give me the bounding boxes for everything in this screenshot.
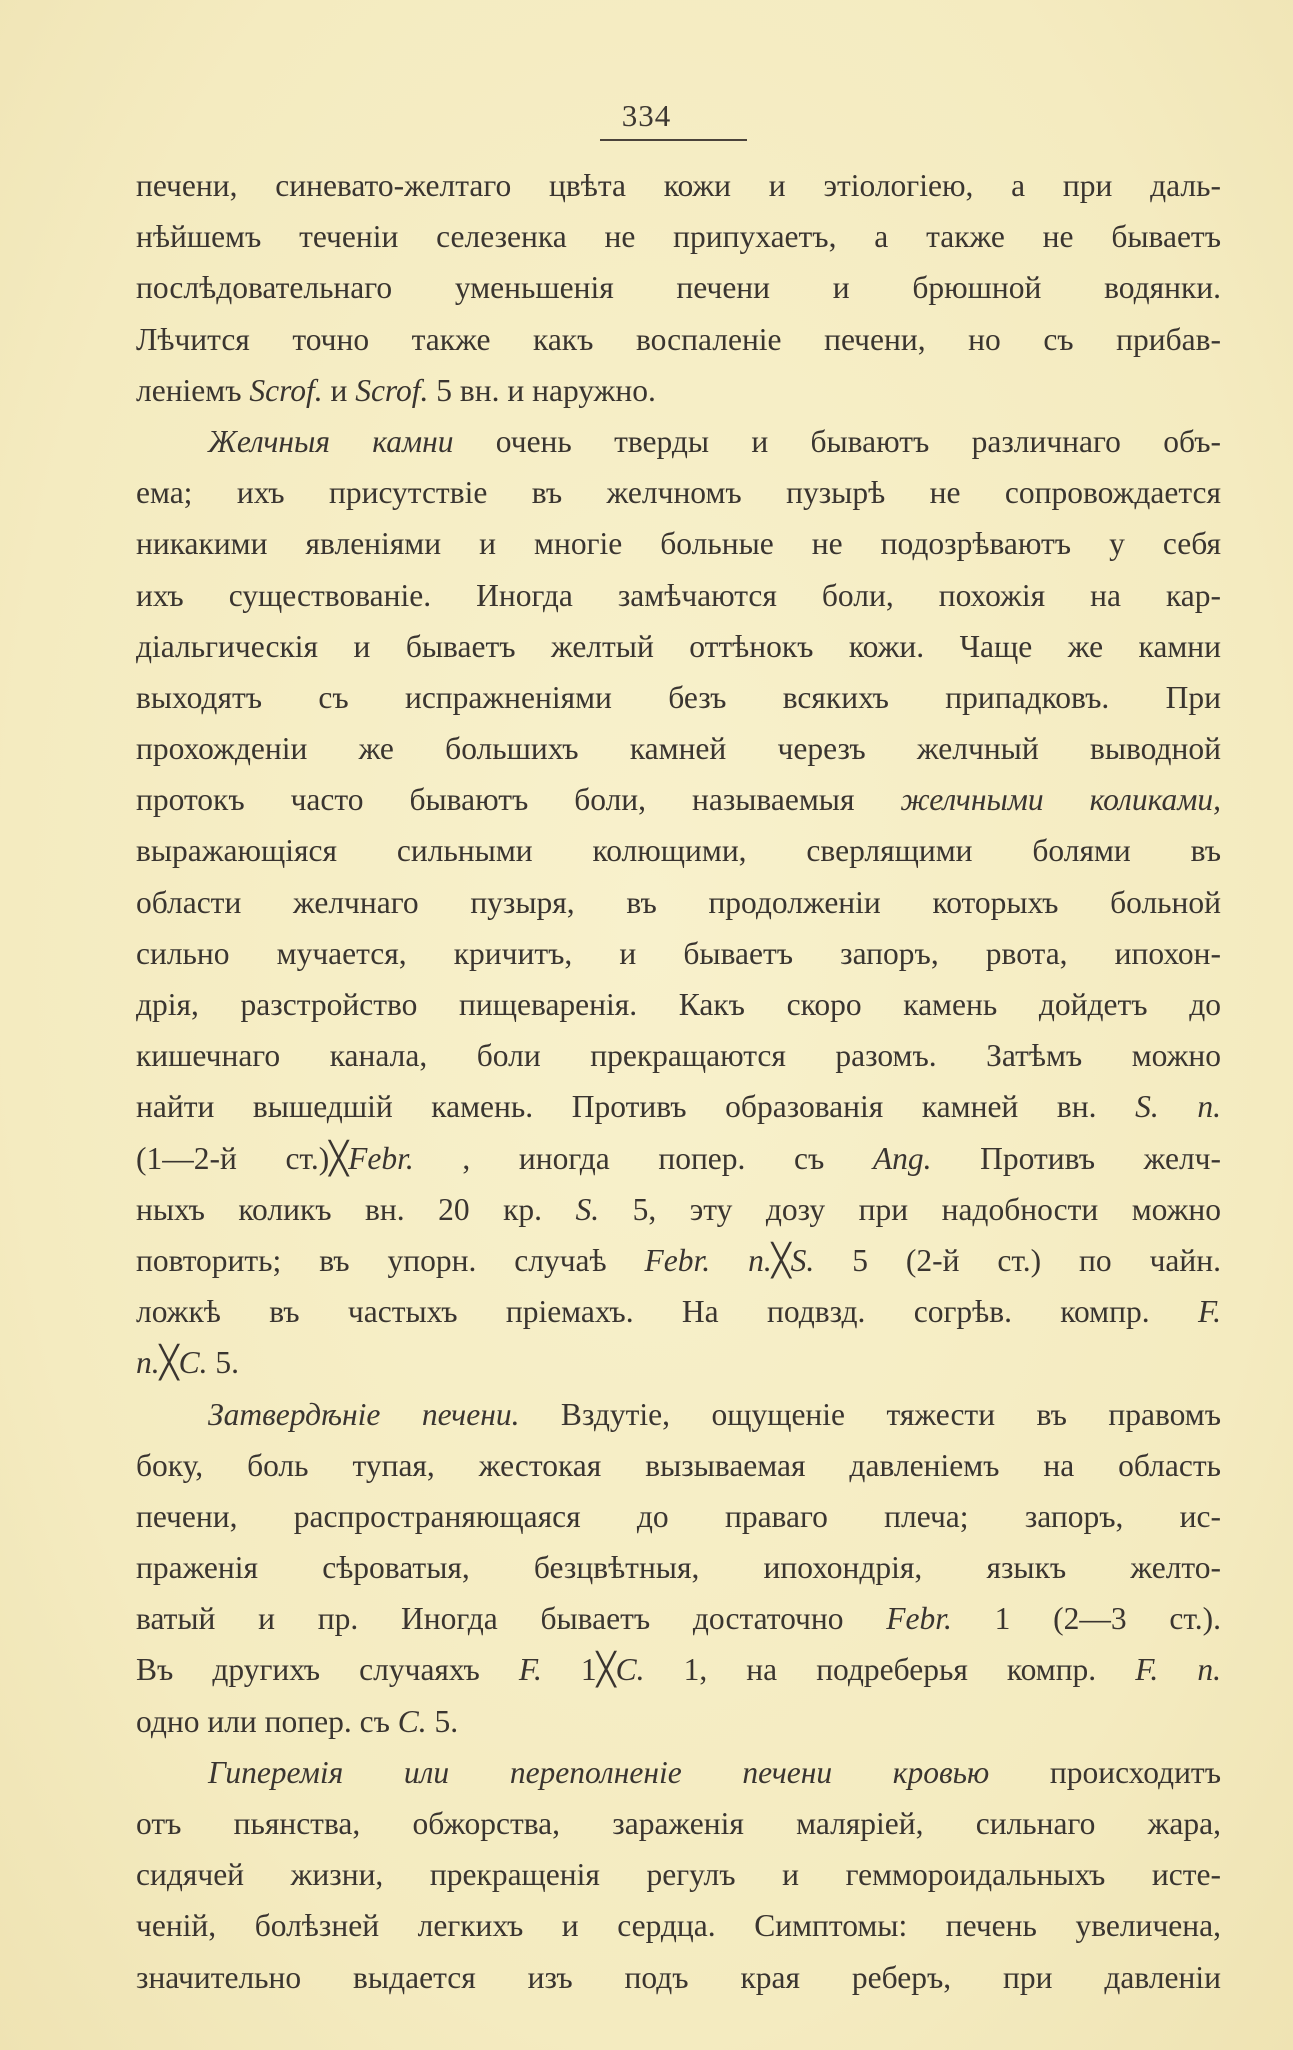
text-line: [136, 1440, 1221, 1491]
text-segment: происходитъ: [989, 1754, 1221, 1790]
text-segment: дрія, разстройство пищеваренія. Какъ скоро камень дойдетъ до: [136, 987, 1221, 1022]
italic-text: F.: [518, 1652, 542, 1688]
text-segment: никакими явленіями и многіе больные не подозрѣваютъ у себя: [136, 526, 1221, 562]
text-line: [136, 1389, 1221, 1440]
text-segment: печени, синевато-желтаго цвѣта кожи и этіологіею, а при даль-: [136, 168, 1221, 203]
italic-text: C.: [178, 1345, 208, 1381]
text-line: [136, 467, 1221, 518]
text-segment: боку, боль тупая, жестокая вызываемая давленіемъ на область: [136, 1447, 1221, 1483]
text-segment: 1, на подреберья компр.: [644, 1652, 1136, 1688]
text-line: [136, 877, 1221, 928]
text-line: [136, 621, 1221, 672]
text-line: [136, 1593, 1221, 1644]
text-line: [136, 1542, 1221, 1593]
text-line: [136, 1081, 1221, 1132]
text-segment: очень тверды и бываютъ различнаго объ-: [453, 423, 1221, 459]
text-segment: ╳: [159, 1345, 179, 1381]
text-segment: леніемъ: [136, 372, 250, 408]
italic-text: S.: [790, 1242, 815, 1278]
italic-text: Желчныя камни: [208, 423, 454, 459]
italic-text: Ang.: [872, 1140, 932, 1176]
header-rule: [600, 139, 747, 141]
text-segment: , иногда попер. съ: [413, 1140, 873, 1176]
text-segment: Въ другихъ случаяхъ: [136, 1652, 519, 1688]
italic-text: Febr.: [348, 1140, 414, 1176]
italic-text: Febr. n.: [644, 1242, 772, 1278]
text-segment: ложкѣ въ частыхъ пріемахъ. На подвзд. согрѣв. компр.: [136, 1294, 1198, 1330]
italic-text: Затвердѣніе печени.: [208, 1396, 520, 1432]
text-line: [136, 825, 1221, 876]
text-line: [136, 1184, 1221, 1235]
italic-text: n.: [136, 1345, 160, 1381]
text-segment: повторить; въ упорн. случаѣ: [136, 1242, 645, 1278]
text-segment: значительно выдается изъ подъ края реберъ, при давленіи: [136, 1959, 1221, 1995]
page-number: 334: [621, 98, 672, 133]
text-line: [136, 1798, 1221, 1849]
text-segment: одно или попер. съ: [136, 1703, 398, 1739]
text-segment: ╳: [771, 1242, 791, 1278]
italic-text: Febr.: [886, 1601, 952, 1637]
text-segment: 5.: [207, 1345, 239, 1381]
text-line: [136, 1747, 1221, 1798]
text-segment: 5 вн. и наружно.: [428, 372, 656, 408]
text-segment: (1—2-й ст.)╳: [136, 1140, 349, 1176]
text-segment: Лѣчится точно также какъ воспаленіе печени, но съ прибав-: [136, 321, 1221, 357]
italic-text: C.: [397, 1703, 427, 1739]
text-segment: выходятъ съ испражненіями безъ всякихъ припадковъ. При: [136, 679, 1221, 715]
text-line: [136, 1030, 1221, 1081]
text-segment: печени, распространяющаяся до праваго плеча; запоръ, ис-: [136, 1498, 1221, 1534]
text-line: [136, 160, 1221, 211]
text-line: [136, 979, 1221, 1030]
text-segment: найти вышедшій камень. Противъ образованія камней вн.: [136, 1089, 1136, 1125]
text-segment: отъ пьянства, обжорства, зараженія маляріей, сильнаго жара,: [136, 1806, 1221, 1841]
italic-text: S.: [575, 1191, 600, 1227]
text-segment: праженія сѣроватыя, безцвѣтныя, ипохондрія, языкъ желто-: [136, 1550, 1221, 1586]
text-line: [136, 262, 1221, 313]
text-segment: Вздутіе, ощущеніе тяжести въ правомъ: [519, 1396, 1221, 1432]
text-segment: и: [322, 372, 356, 408]
text-segment: ватый и пр. Иногда бываетъ достаточно: [136, 1601, 887, 1637]
text-segment: послѣдовательнаго уменьшенія печени и брюшной водянки.: [136, 270, 1221, 306]
text-segment: сильно мучается, кричитъ, и бываетъ запоръ, рвота, ипохон-: [136, 935, 1221, 971]
italic-text: F. n.: [1135, 1652, 1221, 1688]
body-text: [136, 160, 1221, 2003]
text-line: [136, 1900, 1221, 1951]
text-segment: выражающіяся сильными колющими, сверлящими болями въ: [136, 833, 1221, 869]
text-segment: 5, эту дозу при надобности можно: [599, 1191, 1221, 1227]
text-line: [136, 1696, 1221, 1747]
text-segment: ихъ существованіе. Иногда замѣчаются боли, похожія на кар-: [136, 577, 1221, 613]
text-segment: 1 (2—3 ст.).: [951, 1601, 1221, 1637]
italic-text: C.: [615, 1652, 645, 1688]
text-line: [136, 416, 1221, 467]
italic-text: S. n.: [1135, 1089, 1221, 1125]
text-segment: діальгическія и бываетъ желтый оттѣнокъ кожи. Чаще же камни: [136, 628, 1221, 664]
text-line: [136, 1235, 1221, 1286]
text-segment: кишечнаго канала, боли прекращаются разомъ. Затѣмъ можно: [136, 1038, 1221, 1074]
text-segment: сидячей жизни, прекращенія регулъ и геммороидальныхъ исте-: [136, 1857, 1221, 1893]
text-line: [136, 723, 1221, 774]
text-line: [136, 1286, 1221, 1337]
text-segment: нѣйшемъ теченіи селезенка не припухаетъ, а также не бываетъ: [136, 219, 1221, 255]
text-line: [136, 365, 1221, 416]
text-line: [136, 211, 1221, 262]
text-segment: области желчнаго пузыря, въ продолженіи которыхъ больной: [136, 884, 1221, 920]
text-segment: прохожденіи же большихъ камней черезъ желчный выводной: [136, 731, 1221, 767]
text-segment: 5 (2-й ст.) по чайн.: [814, 1242, 1221, 1278]
text-line: [136, 1337, 1221, 1388]
italic-text: Scrof.: [355, 372, 429, 408]
text-line: [136, 570, 1221, 621]
text-line: [136, 1644, 1221, 1695]
italic-text: F.: [1197, 1294, 1221, 1330]
text-segment: 1╳: [541, 1652, 616, 1688]
text-line: [136, 518, 1221, 569]
text-line: [136, 1491, 1221, 1542]
italic-text: Scrof.: [249, 372, 323, 408]
text-line: [136, 1952, 1221, 2003]
text-segment: 5.: [426, 1703, 459, 1739]
text-line: [136, 672, 1221, 723]
text-segment: ченій, болѣзней легкихъ и сердца. Симптомы: печень увеличена,: [136, 1908, 1221, 1944]
text-line: [136, 1133, 1221, 1184]
text-segment: ныхъ коликъ вн. 20 кр.: [136, 1191, 576, 1227]
text-segment: Противъ желч-: [931, 1140, 1221, 1176]
italic-text: Гиперемія или переполненіе печени кровью: [208, 1754, 990, 1790]
text-line: [136, 774, 1221, 825]
text-line: [136, 314, 1221, 365]
text-segment: ема; ихъ присутствіе въ желчномъ пузырѣ не сопровождается: [136, 475, 1221, 511]
text-line: [136, 928, 1221, 979]
text-line: [136, 1849, 1221, 1900]
text-segment: протокъ часто бываютъ боли, называемыя: [136, 782, 901, 818]
italic-text: желчными коликами,: [900, 782, 1221, 818]
